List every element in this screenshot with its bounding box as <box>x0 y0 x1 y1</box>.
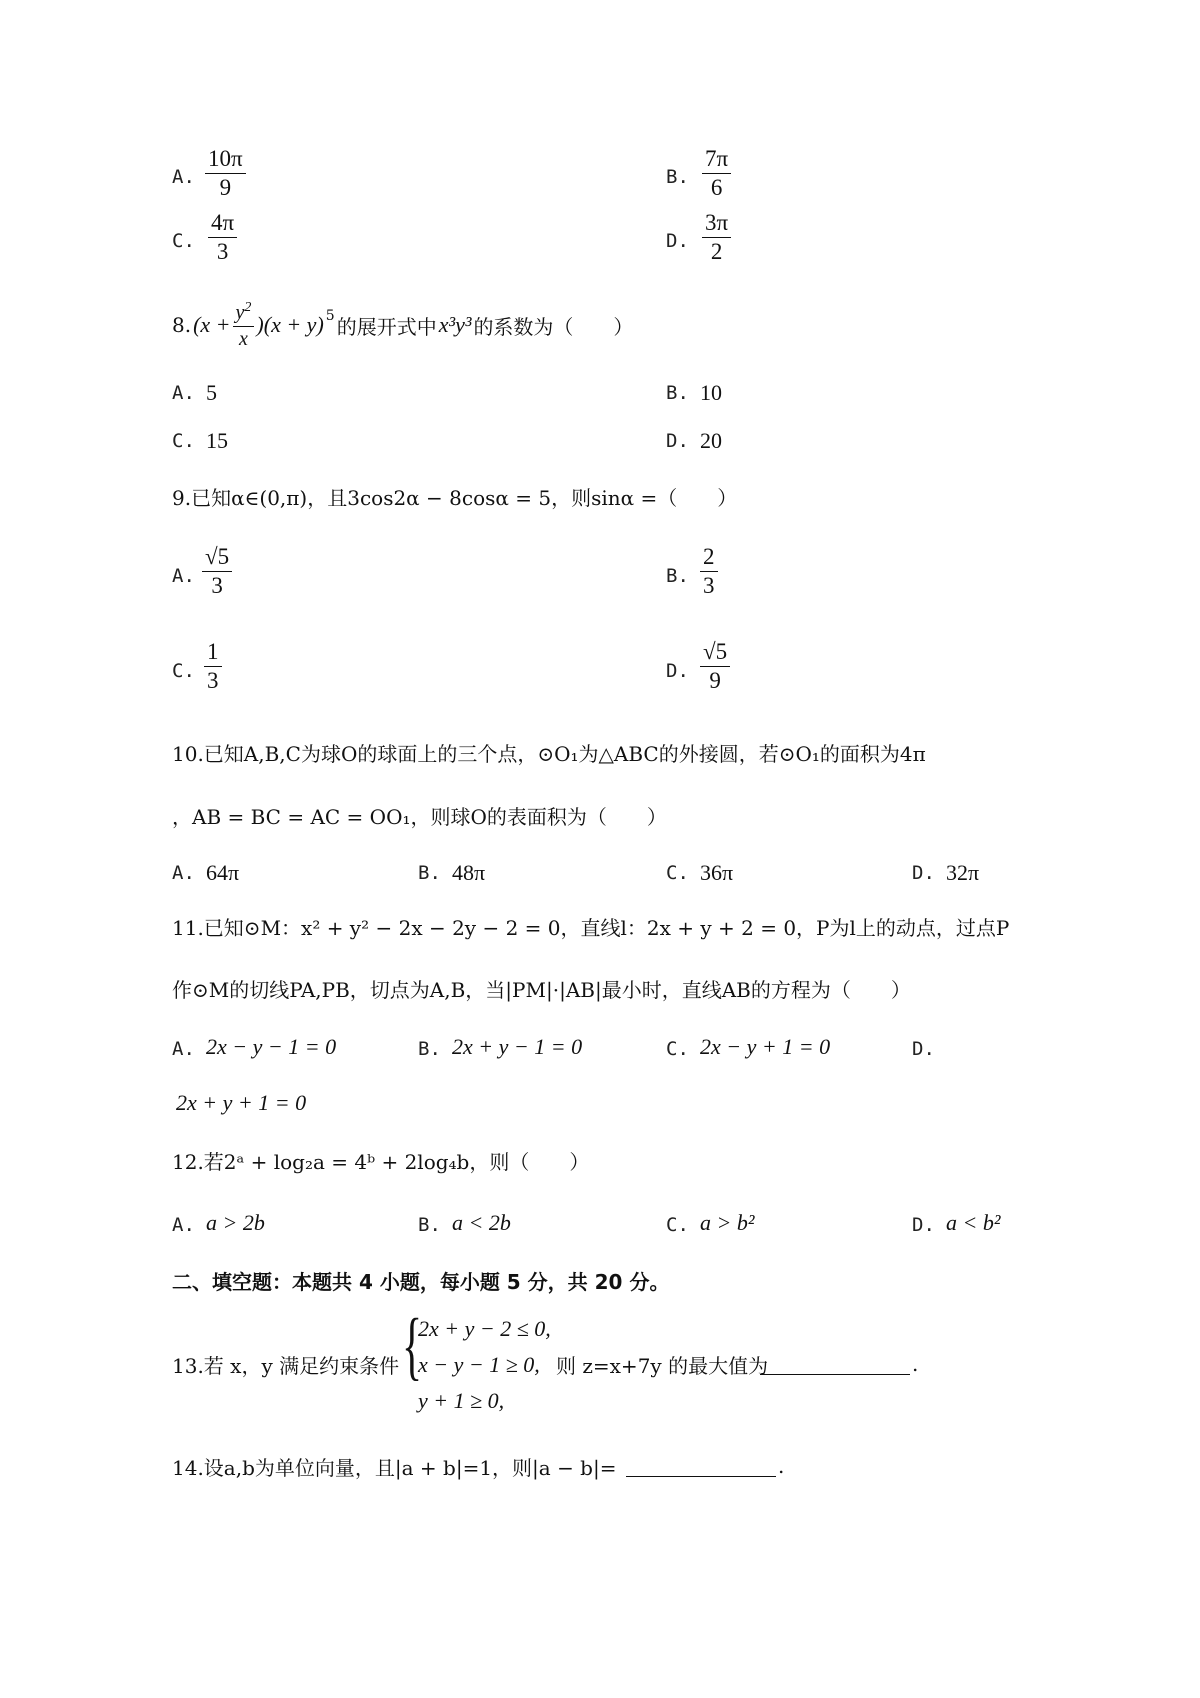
q10-option-d: 32π <box>946 860 980 885</box>
q7-option-a <box>205 146 246 202</box>
q11-option-d-label: D. <box>912 1038 935 1060</box>
q9-b-denominator: 3 <box>703 573 715 599</box>
q7-option-d-label: D. <box>666 230 689 252</box>
q8-tail-2: 的系数为（ ） <box>473 314 634 339</box>
q11-option-a-label: A. <box>172 1038 195 1060</box>
q13-brace: { <box>402 1304 423 1388</box>
q9-d-denominator: 9 <box>709 668 721 694</box>
q12-option-b-label: B. <box>418 1214 441 1236</box>
q11-option-c-label: C. <box>666 1038 689 1060</box>
q9-option-a <box>202 544 232 600</box>
q9-a-numerator: √5 <box>202 544 232 572</box>
q8-option-a-label: A. <box>172 382 195 404</box>
q10-option-a: 64π <box>206 860 240 885</box>
q7-option-c <box>208 210 237 266</box>
q11-option-a: 2x − y − 1 = 0 <box>206 1034 337 1059</box>
q8-option-c-label: C. <box>172 430 195 452</box>
q13-constraint-1: 2x + y − 2 ≤ 0, <box>418 1316 551 1341</box>
q8-frac-num: y <box>235 301 245 324</box>
q9-c-numerator: 1 <box>204 639 222 667</box>
q9-option-b <box>700 544 718 600</box>
q7-b-numerator: 7π <box>702 146 731 174</box>
q7-option-a-label: A. <box>172 166 195 188</box>
q12-option-b: a < 2b <box>452 1210 511 1235</box>
q11-option-b-label: B. <box>418 1038 441 1060</box>
q9-a-denominator: 3 <box>211 573 223 599</box>
q9-d-numerator: √5 <box>700 639 730 667</box>
q13-suffix: 则 z=x+7y 的最大值为 <box>556 1354 769 1378</box>
q8-option-b-label: B. <box>666 382 689 404</box>
q10-option-b: 48π <box>452 860 486 885</box>
q8-option-d-label: D. <box>666 430 689 452</box>
q14-end: . <box>778 1454 785 1478</box>
q8-frac-den: x <box>239 327 248 350</box>
q13-constraint-3: y + 1 ≥ 0, <box>418 1388 505 1413</box>
q11-stem-line2: 作⊙M的切线PA,PB，切点为A,B，当|PM|·|AB|最小时，直线AB的方程为（ ） <box>172 978 911 1002</box>
q11-stem-line1: 11.已知⊙M：x² + y² − 2x − 2y − 2 = 0，直线l：2x + y + 2 = 0，P为l上的动点，过点P <box>172 916 1010 940</box>
q7-d-denominator: 2 <box>710 239 723 265</box>
q8-expr-b: )(x + y) <box>256 312 324 338</box>
q13-prefix: 13.若 x，y 满足约束条件 <box>172 1354 400 1378</box>
q8-term: x³y³ <box>438 312 472 338</box>
q8-number: 8. <box>172 313 192 338</box>
q8-expr-b-sup: 5 <box>325 308 335 325</box>
q7-option-d <box>702 210 731 266</box>
q8-option-a: 5 <box>206 380 217 405</box>
q8-tail-1: 的展开式中 <box>336 314 437 339</box>
q7-a-numerator: 10π <box>205 146 246 174</box>
q11-option-b: 2x + y − 1 = 0 <box>452 1034 583 1059</box>
q14-stem: 14.设a,b为单位向量，且|a + b|=1，则|a − b|= <box>172 1456 617 1480</box>
q12-option-d: a < b² <box>946 1210 1001 1235</box>
q10-option-d-label: D. <box>912 862 935 884</box>
q12-option-c: a > b² <box>700 1210 755 1235</box>
q8-expr-a: (x + <box>193 312 231 338</box>
q12-option-a-label: A. <box>172 1214 195 1236</box>
q12-option-d-label: D. <box>912 1214 935 1236</box>
q9-option-c <box>204 639 222 695</box>
q10-option-b-label: B. <box>418 862 441 884</box>
q9-option-d-label: D. <box>666 660 689 682</box>
q8-option-c: 15 <box>206 428 228 453</box>
q10-stem-line2: ，AB = BC = AC = OO₁，则球O的表面积为（ ） <box>172 805 667 829</box>
q13-answer-blank[interactable] <box>760 1352 910 1375</box>
q9-option-b-label: B. <box>666 565 689 587</box>
q7-option-b-label: B. <box>666 166 689 188</box>
q12-option-c-label: C. <box>666 1214 689 1236</box>
q10-option-a-label: A. <box>172 862 195 884</box>
q9-option-a-label: A. <box>172 565 195 587</box>
section2-heading: 二、填空题：本题共 4 小题，每小题 5 分，共 20 分。 <box>172 1270 670 1294</box>
q7-d-numerator: 3π <box>702 210 731 238</box>
q12-stem: 12.若2ᵃ + log₂a = 4ᵇ + 2log₄b，则（ ） <box>172 1150 590 1174</box>
q9-stem: 9.已知α∈(0,π)，且3cos2α − 8cosα = 5，则sinα =（ ） <box>172 486 738 510</box>
q12-option-a: a > 2b <box>206 1210 265 1235</box>
q9-c-denominator: 3 <box>207 668 219 694</box>
q13-end: . <box>912 1352 919 1376</box>
q11-option-d: 2x + y + 1 = 0 <box>176 1090 307 1115</box>
q10-option-c-label: C. <box>666 862 689 884</box>
q8-fraction <box>233 300 255 351</box>
q8-option-d: 20 <box>700 428 722 453</box>
q14-answer-blank[interactable] <box>626 1454 776 1477</box>
q7-c-numerator: 4π <box>208 210 237 238</box>
q9-option-c-label: C. <box>172 660 195 682</box>
q8-frac-num-sup: 2 <box>244 300 252 315</box>
q11-option-c: 2x − y + 1 = 0 <box>700 1034 831 1059</box>
q10-stem-line1: 10.已知A,B,C为球O的球面上的三个点，⊙O₁为△ABC的外接圆，若⊙O₁的面积为4π <box>172 742 926 766</box>
q7-c-denominator: 3 <box>216 239 229 265</box>
q13-constraint-2: x − y − 1 ≥ 0, <box>418 1352 540 1377</box>
q10-option-c: 36π <box>700 860 734 885</box>
q9-b-numerator: 2 <box>700 544 718 572</box>
q7-a-denominator: 9 <box>219 175 232 201</box>
q8-option-b: 10 <box>700 380 722 405</box>
q7-option-b <box>702 146 731 202</box>
q7-b-denominator: 6 <box>710 175 723 201</box>
q9-option-d <box>700 639 730 695</box>
q7-option-c-label: C. <box>172 230 195 252</box>
q8-stem <box>172 300 633 351</box>
